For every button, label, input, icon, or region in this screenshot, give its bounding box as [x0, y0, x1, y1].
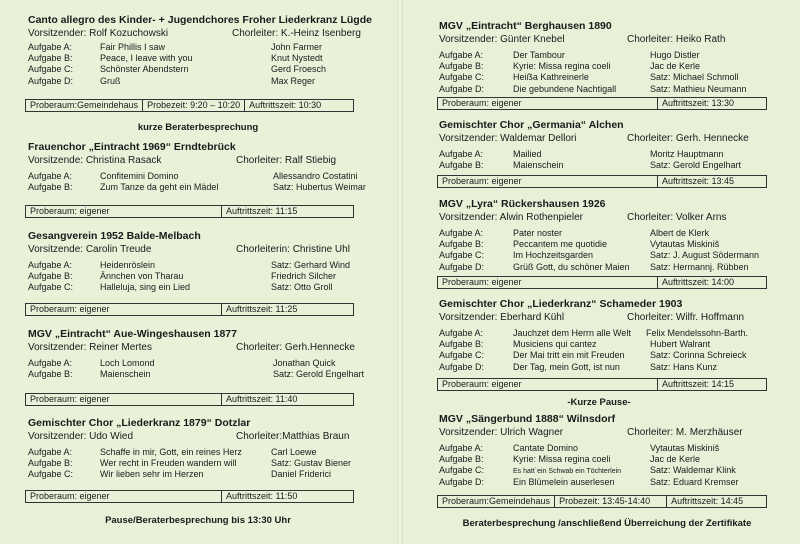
task-piece: Kyrie: Missa regina coeli: [513, 454, 611, 465]
task-composer: Satz: Corinna Schreieck: [650, 350, 747, 361]
task-row: [439, 454, 789, 465]
task-row: [439, 443, 789, 454]
chair-name: Vorsitzender: Rolf Kozuchowski: [28, 28, 169, 39]
task-composer: Jac de Kerle: [650, 61, 701, 72]
task-list: [28, 358, 376, 380]
task-label: Aufgabe B:: [439, 160, 484, 171]
task-row: [439, 72, 789, 83]
chair-name: Vorsitzender: Ulrich Wagner: [439, 427, 564, 438]
task-composer: Vytautas Miskiniš: [650, 443, 720, 453]
task-row: [439, 477, 789, 488]
task-composer: Albert de Klerk: [650, 228, 710, 238]
task-row: [28, 369, 376, 380]
task-label: Aufgabe D:: [439, 361, 485, 372]
task-row: [28, 42, 376, 53]
task-composer: Hugo Distler: [650, 50, 700, 60]
task-row: [439, 228, 789, 239]
task-row: [439, 339, 789, 350]
schedule-box: [25, 393, 354, 406]
choir-officials: [28, 243, 376, 256]
task-list: [439, 443, 789, 488]
chair-name: Vorsitzender: Günter Knebel: [439, 34, 565, 45]
task-list: [28, 260, 376, 294]
performance-time: Auftrittszeit: 13:45: [657, 176, 738, 187]
rehearsal-room: Proberaum: eigener: [442, 277, 522, 287]
task-label: Aufgabe C:: [28, 469, 74, 480]
task-label: Aufgabe B:: [28, 182, 73, 193]
performance-time: Auftrittszeit: 11:15: [221, 206, 301, 217]
choir-title: Gemischter Chor „Liederkranz 1879“ Dotzlar: [28, 417, 251, 429]
task-piece: Mailied: [513, 149, 542, 159]
task-label: Aufgabe A:: [28, 260, 73, 270]
task-row: [439, 149, 789, 160]
task-composer: Satz: Eduard Kremser: [650, 476, 739, 487]
left-page: [0, 0, 397, 544]
task-row: [439, 362, 789, 373]
task-piece: Loch Lomond: [100, 358, 155, 368]
task-label: Aufgabe A:: [439, 228, 484, 238]
task-piece: Es hatt`ein Schwab ein Töchterlein: [513, 468, 622, 476]
performance-time: Auftrittszeit: 10:30: [244, 100, 325, 111]
task-composer: Satz: Gustav Biener: [271, 458, 352, 469]
task-row: [439, 250, 789, 261]
rehearsal-time: Probezeit: 13:45-14:40: [554, 496, 666, 507]
task-label: Aufgabe A:: [439, 149, 484, 159]
schedule-box: [437, 378, 767, 391]
task-list: [439, 50, 789, 95]
task-piece: Der Mai tritt ein mit Freuden: [513, 350, 625, 361]
task-piece: Heidenröslein: [100, 260, 156, 270]
conductor-name: Chorleiterin: Christine Uhl: [236, 244, 350, 255]
conductor-name: Chorleiter: M. Merzhäuser: [627, 427, 743, 438]
task-label: Aufgabe B:: [439, 61, 484, 72]
performance-time: Auftrittszeit: 14:45: [666, 496, 747, 507]
task-composer: Satz: Waldemar Klink: [650, 465, 736, 476]
task-row: [28, 458, 376, 469]
task-piece: Peace, I leave with you: [100, 53, 193, 64]
task-composer: Satz: Gerold Engelhart: [650, 160, 742, 171]
task-label: Aufgabe C:: [28, 64, 74, 75]
chair-name: Vorsitzender: Alwin Rothenpieler: [439, 212, 583, 223]
conductor-name: Chorleiter: Heiko Rath: [627, 34, 726, 45]
task-piece: Gruß: [100, 75, 121, 86]
pause-note: Pause/Beraterbesprechung bis 13:30 Uhr: [105, 515, 291, 526]
task-list: [439, 149, 789, 171]
task-row: [439, 350, 789, 361]
choir-block: [439, 198, 789, 273]
task-composer: Satz: Hermannj. Rübben: [650, 261, 749, 272]
task-row: [28, 53, 376, 64]
task-row: [28, 271, 376, 282]
chair-name: Vorsitzender: Reiner Mertes: [28, 342, 152, 353]
task-composer: Satz: Gerhard Wind: [271, 260, 351, 270]
choir-block: [28, 141, 376, 193]
rehearsal-room: Proberaum: eigener: [442, 379, 522, 389]
task-piece: Wer recht in Freuden wandern will: [100, 458, 237, 469]
task-row: [28, 171, 376, 182]
task-piece: Fair Phillis I saw: [100, 42, 166, 52]
task-label: Aufgabe C:: [439, 72, 485, 83]
choir-block: [28, 328, 376, 380]
chair-name: Vorsitzende: Christina Rasack: [28, 155, 162, 166]
task-row: [439, 328, 789, 339]
task-list: [28, 447, 376, 481]
schedule-box: [25, 490, 354, 503]
choir-block: [439, 20, 789, 95]
task-label: Aufgabe B:: [28, 458, 73, 469]
task-piece: Halleluja, sing ein Lied: [100, 282, 191, 293]
task-piece: Grüß Gott, du schöner Maien: [513, 261, 630, 272]
choir-officials: [439, 132, 789, 145]
rehearsal-room: Proberaum: eigener: [30, 304, 110, 314]
task-label: Aufgabe A:: [28, 42, 73, 52]
task-piece: Ein Blümelein auserlesen: [513, 476, 615, 487]
performance-time: Auftrittszeit: 11:40: [221, 394, 301, 405]
task-row: [28, 469, 376, 480]
task-composer: Daniel Friderici: [271, 469, 332, 480]
task-piece: Schönster Abendstern: [100, 64, 189, 75]
performance-time: Auftrittszeit: 13:30: [657, 98, 738, 109]
performance-time: Auftrittszeit: 11:50: [221, 491, 301, 502]
task-row: [439, 465, 789, 476]
task-label: Aufgabe C:: [28, 282, 74, 293]
choir-officials: [439, 426, 789, 439]
task-composer: Jac de Kerle: [650, 454, 701, 465]
task-row: [439, 50, 789, 61]
task-label: Aufgabe B:: [28, 271, 73, 282]
chair-name: Vorsitzende: Carolin Treude: [28, 244, 152, 255]
rehearsal-room: Proberaum:Gemeindehaus: [442, 496, 551, 506]
task-piece: Heiẞa Kathreinerle: [513, 72, 589, 83]
schedule-box: [437, 175, 767, 188]
rehearsal-room: Proberaum: eigener: [30, 394, 110, 404]
choir-officials: [28, 430, 376, 443]
task-label: Aufgabe D:: [28, 75, 74, 86]
performance-time: Auftrittszeit: 14:15: [657, 379, 738, 390]
choir-title: Gesangverein 1952 Balde-Melbach: [28, 230, 201, 242]
task-list: [439, 328, 789, 373]
task-row: [28, 182, 376, 193]
task-label: Aufgabe C:: [439, 250, 485, 261]
conductor-name: Chorleiter: Ralf Stiebig: [236, 155, 337, 166]
choir-title: MGV „Lyra“ Rückershausen 1926: [439, 198, 606, 210]
task-row: [28, 64, 376, 75]
task-label: Aufgabe C:: [439, 465, 485, 476]
task-label: Aufgabe A:: [28, 358, 73, 368]
task-piece: Der Tag, mein Gott, ist nun: [513, 361, 620, 372]
choir-title: MGV „Sängerbund 1888“ Wilnsdorf: [439, 413, 616, 425]
task-composer: Satz: Otto Groll: [271, 282, 333, 293]
closing-note: Beraterbesprechung /anschließend Überreichung der Zertifikate: [462, 518, 752, 529]
task-composer: Knut Nystedt: [271, 53, 323, 64]
schedule-box: [437, 97, 767, 110]
conductor-name: Chorleiter: Gerh. Hennecke: [627, 133, 749, 144]
chair-name: Vorsitzender: Udo Wied: [28, 431, 134, 442]
task-row: [439, 262, 789, 273]
choir-title: MGV „Eintracht“ Aue-Wingeshausen 1877: [28, 328, 237, 340]
task-row: [28, 260, 376, 271]
task-label: Aufgabe B:: [28, 53, 73, 64]
choir-officials: [28, 341, 376, 354]
task-label: Aufgabe D:: [439, 261, 485, 272]
task-piece: Jauchzet dem Herrn alle Welt: [513, 328, 631, 338]
choir-block: [28, 230, 376, 294]
schedule-box: [25, 205, 354, 218]
conductor-name: Chorleiter: Volker Arns: [627, 212, 727, 223]
task-composer: Satz: Michael Schmoll: [650, 72, 739, 83]
task-list: [439, 228, 789, 273]
task-piece: Confitemini Domino: [100, 171, 179, 181]
task-composer: Satz: J. August Södermann: [650, 250, 760, 261]
task-label: Aufgabe B:: [439, 239, 484, 250]
right-page: [403, 0, 800, 544]
choir-title: Frauenchor „Eintracht 1969“ Erndtebrück: [28, 141, 236, 153]
task-label: Aufgabe B:: [439, 454, 484, 465]
task-list: [28, 42, 376, 87]
break-note: kurze Beraterbesprechung: [137, 122, 259, 133]
task-piece: Die gebundene Nachtigall: [513, 83, 617, 94]
task-row: [28, 447, 376, 458]
task-composer: Satz: Hans Kunz: [650, 361, 718, 372]
task-piece: Musiciens qui cantez: [513, 339, 597, 350]
task-piece: Kyrie: Missa regina coeli: [513, 61, 611, 72]
short-break-note: -Kurze Pause-: [567, 397, 631, 408]
task-piece: Maienschein: [513, 160, 564, 171]
task-piece: Im Hochzeitsgarden: [513, 250, 594, 261]
choir-title: Canto allegro des Kinder- + Jugendchores Froher Liederkranz Lügde: [28, 14, 372, 26]
conductor-name: Chorleiter:Matthias Braun: [236, 431, 350, 442]
performance-time: Auftrittszeit: 11:25: [221, 304, 301, 315]
rehearsal-room: Proberaum: eigener: [30, 206, 110, 216]
choir-officials: [439, 211, 789, 224]
choir-title: Gemischter Chor „Liederkranz“ Schameder 1903: [439, 298, 683, 310]
choir-title: Gemischter Chor „Germania“ Alchen: [439, 119, 624, 131]
choir-block: [439, 413, 789, 488]
choir-block: [28, 417, 376, 481]
task-composer: John Farmer: [271, 42, 323, 52]
conductor-name: Chorleiter: Wilfr. Hoffmann: [627, 312, 745, 323]
chair-name: Vorsitzender: Waldemar Dellori: [439, 133, 577, 144]
task-piece: Zum Tanze da geht ein Mädel: [100, 182, 219, 193]
rehearsal-room: Proberaum: eigener: [442, 176, 522, 186]
task-composer: Satz: Mathieu Neumann: [650, 83, 747, 94]
conductor-name: Chorleiter: K.-Heinz Isenberg: [232, 28, 361, 39]
task-row: [439, 84, 789, 95]
choir-officials: [28, 154, 376, 167]
task-label: Aufgabe D:: [439, 83, 485, 94]
choir-officials: [439, 311, 789, 324]
task-piece: Ännchen von Tharau: [100, 271, 184, 282]
task-list: [28, 171, 376, 193]
task-composer: Moritz Hauptmann: [650, 149, 724, 159]
task-piece: Maienschein: [100, 369, 151, 380]
task-label: Aufgabe B:: [28, 369, 73, 380]
choir-block: [439, 298, 789, 373]
rehearsal-room: Proberaum: eigener: [442, 98, 522, 108]
task-piece: Schaffe in mir, Gott, ein reines Herz: [100, 447, 242, 457]
task-composer: Max Reger: [271, 75, 316, 86]
task-label: Aufgabe B:: [439, 339, 484, 350]
task-label: Aufgabe C:: [439, 350, 485, 361]
task-label: Aufgabe A:: [439, 50, 484, 60]
task-composer: Satz: Hubertus Weimar: [273, 182, 366, 193]
chair-name: Vorsitzender: Eberhard Kühl: [439, 312, 565, 323]
rehearsal-room: Proberaum: eigener: [30, 491, 110, 501]
task-composer: Felix Mendelssohn-Barth.: [646, 328, 749, 338]
choir-title: MGV „Eintracht“ Berghausen 1890: [439, 20, 612, 32]
choir-block: [439, 119, 789, 171]
schedule-box: [437, 495, 767, 508]
task-label: Aufgabe A:: [439, 328, 484, 338]
conductor-name: Chorleiter: Gerh.Hennecke: [236, 342, 355, 353]
task-piece: Cantate Domino: [513, 443, 579, 453]
schedule-box: [437, 276, 767, 289]
choir-block: [28, 14, 376, 87]
task-row: [28, 76, 376, 87]
task-piece: Wir lieben sehr im Herzen: [100, 469, 204, 480]
task-composer: Satz: Gerold Engelhart: [273, 369, 365, 380]
rehearsal-time: Probezeit: 9:20 – 10:20: [142, 100, 244, 111]
task-label: Aufgabe A:: [28, 171, 73, 181]
schedule-box: [25, 99, 354, 112]
task-row: [28, 358, 376, 369]
task-label: Aufgabe A:: [439, 443, 484, 453]
task-composer: Allessandro Costatini: [273, 171, 358, 181]
task-piece: Peccantem me quotidie: [513, 239, 608, 250]
task-composer: Gerd Froesch: [271, 64, 327, 75]
task-label: Aufgabe A:: [28, 447, 73, 457]
task-label: Aufgabe D:: [439, 476, 485, 487]
task-composer: Vytautas Miskiniš: [650, 239, 720, 250]
task-composer: Carl Loewe: [271, 447, 317, 457]
performance-time: Auftrittszeit: 14:00: [657, 277, 738, 288]
task-composer: Jonathan Quick: [273, 358, 336, 368]
rehearsal-room: Proberaum:Gemeindehaus: [30, 100, 139, 110]
schedule-box: [25, 303, 354, 316]
task-piece: Der Tambour: [513, 50, 565, 60]
task-row: [439, 160, 789, 171]
task-composer: Hubert Walrant: [650, 339, 711, 350]
task-row: [439, 239, 789, 250]
task-piece: Pater noster: [513, 228, 563, 238]
choir-officials: [28, 27, 376, 40]
task-row: [439, 61, 789, 72]
choir-officials: [439, 33, 789, 46]
task-row: [28, 282, 376, 293]
task-composer: Friedrich Silcher: [271, 271, 337, 282]
